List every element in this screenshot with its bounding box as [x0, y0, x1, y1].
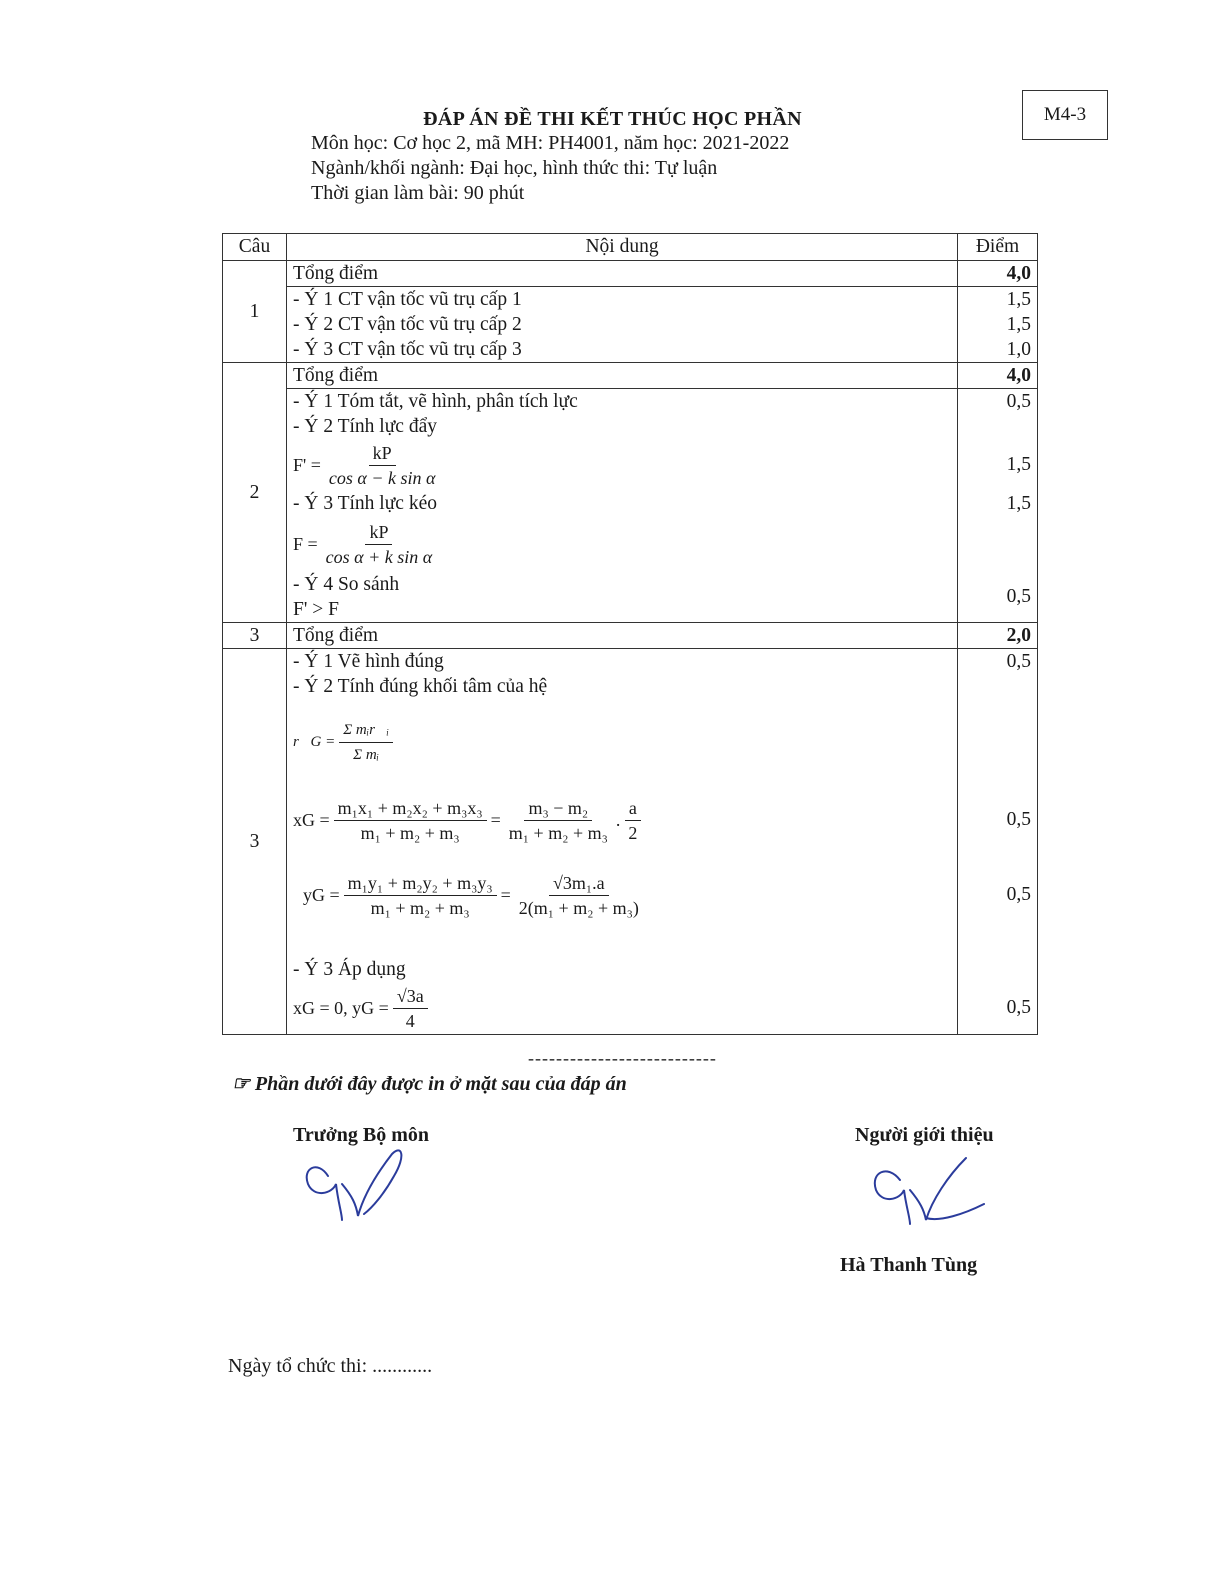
q3-formula-apply	[293, 982, 951, 1034]
q3-formula-rg	[293, 699, 951, 785]
fraction-denominator: 4	[405, 1010, 415, 1031]
q3-items	[287, 649, 958, 1035]
fraction-denominator: 2(m₁ + m₂ + m₃)	[518, 897, 639, 918]
q1-item-score: 1,0	[1006, 339, 1031, 360]
subject-line: Môn học: Cơ học 2, mã MH: PH4001, năm học: 2021-2022	[311, 132, 790, 154]
fraction	[505, 796, 612, 845]
header-content: Nội dung	[287, 234, 958, 261]
exam-date-line: Ngày tổ chức thi: ............	[228, 1355, 433, 1377]
q1-item: - Ý 3 CT vận tốc vũ trụ cấp 3	[293, 339, 522, 360]
dot-operator: .	[615, 809, 621, 830]
fraction	[624, 796, 641, 845]
formula-lhs: yG =	[303, 884, 340, 905]
fraction	[322, 520, 437, 569]
q2-formula-push	[293, 439, 951, 491]
document-title: ĐÁP ÁN ĐỀ THI KẾT THÚC HỌC PHẦN	[423, 108, 802, 130]
q2-score-3: 1,5	[1006, 493, 1031, 514]
right-signature-image	[866, 1152, 991, 1230]
formula-lhs: F' =	[293, 454, 321, 475]
fraction-denominator: Σ mᵢ	[353, 746, 380, 763]
right-signature-title: Người giới thiệu	[855, 1124, 994, 1146]
q3-item-3: - Ý 3 Áp dụng	[293, 959, 406, 980]
equals-sign: =	[500, 884, 511, 905]
q2-comparison: F' > F	[293, 599, 339, 620]
fraction	[339, 718, 393, 767]
q3-total-score: 2,0	[958, 623, 1038, 649]
fraction	[325, 441, 440, 490]
q2-item-4: - Ý 4 So sánh	[293, 574, 400, 595]
header-score: Điểm	[958, 234, 1038, 261]
fraction-denominator: m₁ + m₂ + m₃	[508, 822, 608, 843]
q3-number: 3	[223, 649, 287, 1035]
q2-scores	[958, 389, 1038, 623]
back-side-note: ☞ Phần dưới đây được in ở mặt sau của đáp án	[232, 1073, 627, 1095]
fraction-numerator: √3a	[393, 984, 428, 1009]
table-header-row	[223, 234, 1038, 261]
fraction	[393, 984, 428, 1033]
q3-scores	[958, 649, 1038, 1035]
fraction	[344, 871, 497, 920]
right-signature-name: Hà Thanh Tùng	[840, 1254, 978, 1276]
fraction-denominator: m₁ + m₂ + m₃	[360, 822, 460, 843]
fraction-denominator: cos α − k sin α	[328, 467, 436, 488]
header-question: Câu	[223, 234, 287, 261]
fraction-denominator: cos α + k sin α	[325, 546, 433, 567]
q3-formula-xg	[293, 785, 951, 855]
q2-score-4: 0,5	[1006, 586, 1031, 607]
separator-line: ---------------------------	[528, 1048, 717, 1068]
formula-lhs: r⃗G =	[293, 733, 336, 750]
q3-score-xg: 0,5	[1006, 809, 1031, 830]
q3-score-3: 0,5	[1006, 997, 1031, 1018]
fraction-numerator: m₁x₁ + m₂x₂ + m₃x₃	[334, 796, 487, 821]
q3-number-top: 3	[223, 623, 287, 649]
q2-total-label: Tổng điểm	[287, 363, 958, 389]
q1-item-score: 1,5	[1006, 314, 1031, 335]
q3-score-1: 0,5	[1006, 651, 1031, 672]
q2-item-3: - Ý 3 Tính lực kéo	[293, 493, 437, 514]
formula-lhs: xG =	[293, 809, 330, 830]
q3-item-2: - Ý 2 Tính đúng khối tâm của hệ	[293, 676, 548, 697]
q3-items-row	[223, 649, 1038, 1035]
fraction-numerator: Σ mᵢr⃗ᵢ	[339, 718, 393, 743]
q2-items	[287, 389, 958, 623]
q2-score-2: 1,5	[1006, 454, 1031, 475]
fraction	[334, 796, 487, 845]
fraction-numerator: kP	[369, 441, 396, 466]
q1-item: - Ý 2 CT vận tốc vũ trụ cấp 2	[293, 314, 522, 335]
q3-formula-yg	[293, 855, 951, 935]
fraction-numerator: m₁y₁ + m₂y₂ + m₃y₃	[344, 871, 497, 896]
q1-scores	[958, 287, 1038, 363]
fraction-numerator: m₃ − m₂	[524, 796, 592, 821]
q1-item: - Ý 1 CT vận tốc vũ trụ cấp 1	[293, 289, 522, 310]
q1-total-score: 4,0	[958, 261, 1038, 287]
fraction-denominator: 2	[628, 822, 638, 843]
q1-items	[287, 287, 958, 363]
equals-sign: =	[490, 809, 501, 830]
formula-lhs: xG = 0, yG =	[293, 997, 389, 1018]
q2-items-row	[223, 389, 1038, 623]
q2-total-score: 4,0	[958, 363, 1038, 389]
duration-line: Thời gian làm bài: 90 phút	[311, 182, 525, 204]
q2-item-1: - Ý 1 Tóm tắt, vẽ hình, phân tích lực	[293, 391, 578, 412]
fraction-numerator: kP	[365, 520, 392, 545]
fraction-numerator: √3m₁.a	[549, 871, 609, 896]
document-code-box: M4-3	[1022, 90, 1108, 140]
formula-lhs: F =	[293, 533, 318, 554]
q3-total-row	[223, 623, 1038, 649]
q1-number: 1	[223, 261, 287, 363]
q1-items-row	[223, 287, 1038, 363]
q2-item-2: - Ý 2 Tính lực đẩy	[293, 416, 437, 437]
left-signature-image	[298, 1142, 410, 1224]
fraction	[515, 871, 643, 920]
fraction-denominator: m₁ + m₂ + m₃	[370, 897, 470, 918]
q2-formula-pull	[293, 516, 951, 572]
q1-total-label: Tổng điểm	[287, 261, 958, 287]
q3-total-label: Tổng điểm	[287, 623, 958, 649]
q2-total-row	[223, 363, 1038, 389]
q3-score-yg: 0,5	[1006, 884, 1031, 905]
left-signature-title: Trưởng Bộ môn	[293, 1124, 430, 1146]
q2-score-1: 0,5	[1006, 391, 1031, 412]
fraction-numerator: a	[625, 796, 641, 821]
q1-total-row	[223, 261, 1038, 287]
answer-table	[222, 233, 1038, 1035]
program-line: Ngành/khối ngành: Đại học, hình thức thi: Tự luận	[311, 157, 718, 179]
q1-item-score: 1,5	[1006, 289, 1031, 310]
q3-item-1: - Ý 1 Vẽ hình đúng	[293, 651, 444, 672]
q2-number: 2	[223, 363, 287, 623]
